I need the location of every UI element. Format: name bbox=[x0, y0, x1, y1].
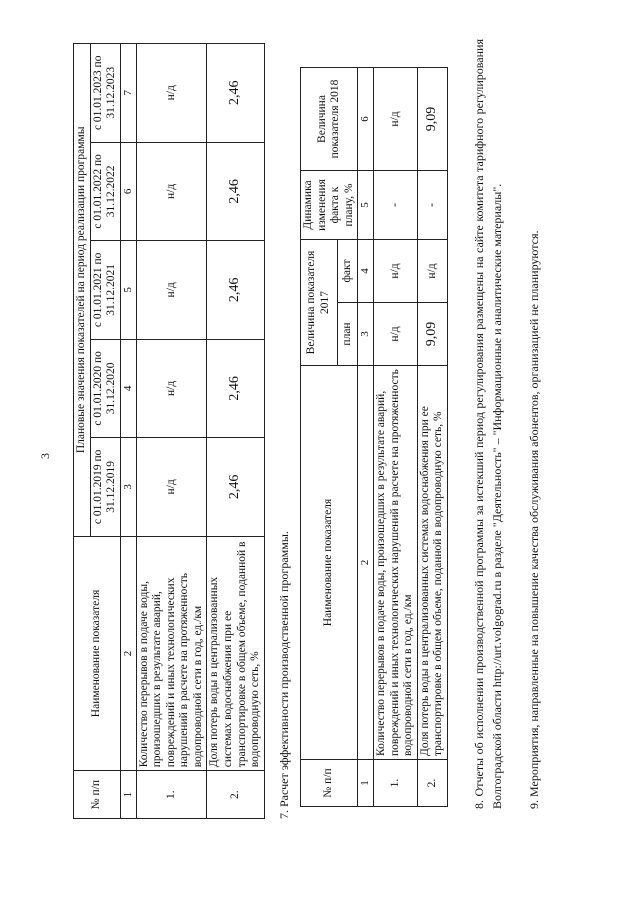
header-dynamics: Динамика изменения факта к плану, % bbox=[301, 171, 358, 240]
value-2018: 9,09 bbox=[417, 68, 447, 171]
col-number: 5 bbox=[120, 241, 136, 340]
dynamics-value: - bbox=[417, 171, 447, 240]
col-number: 4 bbox=[120, 339, 136, 438]
period-header: с 01.01.2021 по 31.12.2021 bbox=[90, 241, 120, 340]
header-num: № п/п bbox=[301, 760, 358, 807]
indicator-value: 2,46 bbox=[207, 44, 264, 143]
header-name: Наименование показателя bbox=[74, 536, 121, 771]
col-number: 1 bbox=[120, 771, 136, 819]
table-row bbox=[374, 68, 418, 807]
period-header: с 01.01.2023 по 31.12.2023 bbox=[90, 44, 120, 143]
header-fact: факт bbox=[337, 240, 357, 303]
col-number: 3 bbox=[120, 438, 136, 537]
period-header: с 01.01.2022 по 31.12.2022 bbox=[90, 142, 120, 241]
col-number: 6 bbox=[358, 68, 374, 171]
row-number: 1. bbox=[374, 760, 418, 807]
col-number: 6 bbox=[120, 142, 136, 241]
period-header: с 01.01.2019 по 31.12.2019 bbox=[90, 438, 120, 537]
indicator-value: 2,46 bbox=[207, 438, 264, 537]
col-number: 5 bbox=[358, 171, 374, 240]
indicator-name: Доля потерь воды в централизованных системах водоснабжения при ее транспортировке в общем объеме, поданной в водопроводную сеть, % bbox=[417, 366, 447, 760]
indicator-name: Количество перерывов в подаче воды, произошедших в результате аварий, повреждений и иных технологических нарушений в расчете на протяженность водопроводной сети в год, ед./км bbox=[374, 366, 418, 760]
indicator-value: 2,46 bbox=[207, 241, 264, 340]
header-group: Плановые значения показателей на период реализации программы bbox=[74, 44, 91, 537]
section-7-caption: 7. Расчет эффективности производственной программы. bbox=[277, 531, 291, 819]
efficiency-table bbox=[300, 67, 448, 807]
indicator-value: н/д bbox=[136, 438, 207, 537]
period-header: с 01.01.2020 по 31.12.2020 bbox=[90, 339, 120, 438]
dynamics-value: - bbox=[374, 171, 418, 240]
section-9-text: 9. Мероприятия, направленные на повышение качества обслуживания абонентов, организацией не планируются. bbox=[527, 230, 541, 809]
table-row bbox=[136, 44, 207, 819]
page-number: 3 bbox=[38, 453, 52, 459]
row-number: 2. bbox=[207, 771, 264, 819]
header-num: № п/п bbox=[74, 771, 121, 819]
indicator-name: Количество перерывов в подаче воды, произошедших в результате аварий, повреждений и иных технологических нарушений в расчете на протяженность водопроводной сети в год, ед./км bbox=[136, 536, 207, 771]
indicator-value: 2,46 bbox=[207, 142, 264, 241]
indicator-value: н/д bbox=[136, 339, 207, 438]
fact-value: н/д bbox=[374, 240, 418, 303]
table-row bbox=[417, 68, 447, 807]
fact-value: н/д bbox=[417, 240, 447, 303]
header-2018: Величина показателя 2018 bbox=[301, 68, 358, 171]
row-number: 2. bbox=[417, 760, 447, 807]
col-number: 4 bbox=[358, 240, 374, 303]
header-name: Наименование показателя bbox=[301, 366, 358, 760]
indicator-value: н/д bbox=[136, 241, 207, 340]
plan-value: 9,09 bbox=[417, 303, 447, 366]
header-2017: Величина показателя 2017 bbox=[301, 240, 338, 366]
col-number: 7 bbox=[120, 44, 136, 143]
value-2018: н/д bbox=[374, 68, 418, 171]
section-8-text: 8. Отчеты об исполнении производственной программы за истекший период регулирования размещены на сайте комитета тарифного регулирования Волгоградской области http://urt.volgograd.ru в разделе "Деятельность" – "Информационные и аналитические материалы". bbox=[472, 39, 504, 809]
indicator-value: н/д bbox=[136, 44, 207, 143]
indicator-name: Доля потерь воды в централизованных системах водоснабжения при ее транспортировке в общем объеме, поданной в водопроводную сеть, % bbox=[207, 536, 264, 771]
planned-indicators-table bbox=[73, 43, 265, 819]
plan-value: н/д bbox=[374, 303, 418, 366]
col-number: 2 bbox=[358, 366, 374, 760]
col-number: 1 bbox=[358, 760, 374, 807]
header-plan: план bbox=[337, 303, 357, 366]
col-number: 3 bbox=[358, 303, 374, 366]
indicator-value: н/д bbox=[136, 142, 207, 241]
row-number: 1. bbox=[136, 771, 207, 819]
indicator-value: 2,46 bbox=[207, 339, 264, 438]
table-row bbox=[207, 44, 264, 819]
col-number: 2 bbox=[120, 536, 136, 771]
